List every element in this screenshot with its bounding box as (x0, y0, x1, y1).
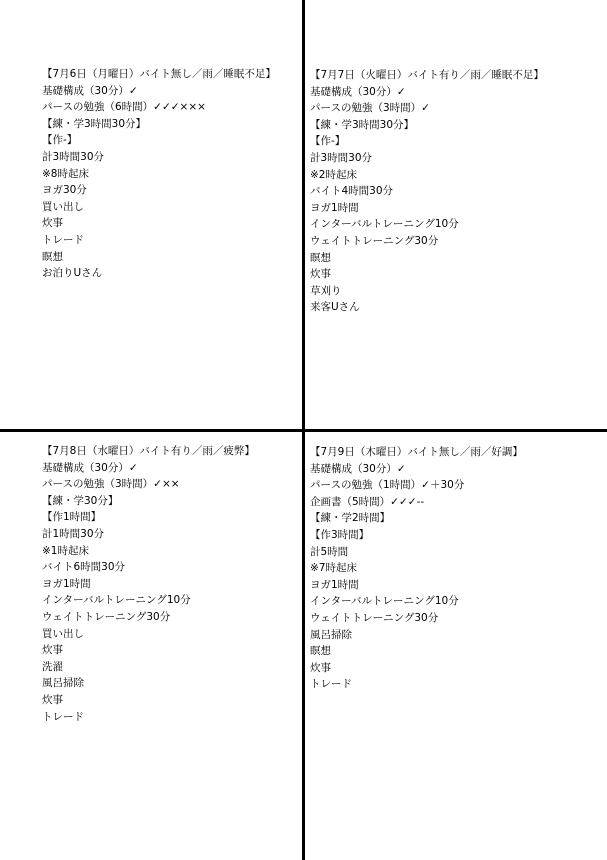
entry-line: バイト6時間30分 (42, 561, 126, 574)
entry-line: バイト4時間30分 (310, 185, 394, 198)
entry-line: パースの勉強（6時間）✓✓✓××× (42, 101, 206, 114)
entry-line: 草刈り (310, 284, 342, 297)
entry-line: 【作-】 (42, 134, 78, 147)
entry-line: 【練・学2時間】 (310, 512, 391, 525)
entry-line: お泊りUさん (42, 267, 103, 280)
entry-line: 【練・学3時間30分】 (42, 117, 147, 130)
entry-line: トレード (42, 233, 84, 246)
entry-line: 瞑想 (310, 645, 331, 658)
entry-line: ※2時起床 (310, 168, 357, 181)
entry-line: ヨガ1時間 (310, 201, 359, 214)
entry-line: ヨガ1時間 (42, 577, 91, 590)
entry-line: 炊事 (310, 268, 331, 281)
entry-line: 炊事 (310, 661, 331, 674)
entry-line: 【作1時間】 (42, 511, 102, 524)
panel-jul9 (310, 444, 580, 693)
entry-line: ウェイトトレーニング30分 (310, 234, 439, 247)
panel-jul6 (42, 66, 312, 282)
entry-line: 買い出し (42, 200, 84, 213)
entry-line: 買い出し (42, 627, 84, 640)
entry-line: ヨガ30分 (42, 184, 87, 197)
entry-line: 【練・学30分】 (42, 494, 119, 507)
entry-line: 【練・学3時間30分】 (310, 118, 415, 131)
entry-line: 風呂掃除 (42, 677, 84, 690)
entry-line: 炊事 (42, 644, 63, 657)
entry-line: 基礎構成（30分）✓ (310, 462, 406, 475)
day-heading: 【7月6日（月曜日）バイト無し／雨／睡眠不足】 (42, 68, 276, 80)
entry-line: ※1時起床 (42, 544, 89, 557)
entry-line: 計3時間30分 (310, 151, 373, 164)
entry-line: インターバルトレーニング10分 (310, 595, 459, 608)
entry-line: パースの勉強（3時間）✓×× (42, 478, 180, 491)
entry-line: パースの勉強（1時間）✓＋30分 (310, 479, 465, 492)
day-heading: 【7月7日（火曜日）バイト有り／雨／睡眠不足】 (310, 69, 544, 81)
panel-jul8 (42, 443, 312, 725)
entry-line: 計5時間 (310, 545, 349, 558)
entry-line: ウェイトトレーニング30分 (310, 611, 439, 624)
entry-line: 計3時間30分 (42, 150, 105, 163)
entry-line: 炊事 (42, 217, 63, 230)
day-heading: 【7月9日（木曜日）バイト無し／雨／好調】 (310, 446, 523, 458)
entry-line: インターバルトレーニング10分 (310, 218, 459, 231)
entry-line: 炊事 (42, 693, 63, 706)
entry-line: 計1時間30分 (42, 527, 105, 540)
entry-line: 【作-】 (310, 135, 346, 148)
entry-line: インターバルトレーニング10分 (42, 594, 191, 607)
panel-jul7 (310, 67, 580, 316)
horizontal-divider (0, 429, 607, 432)
entry-line: ※8時起床 (42, 167, 89, 180)
entry-line: ヨガ1時間 (310, 578, 359, 591)
entry-line: 洗濯 (42, 660, 63, 673)
entry-line: トレード (42, 710, 84, 723)
entry-line: 基礎構成（30分）✓ (310, 85, 406, 98)
entry-line: 企画書（5時間）✓✓✓-- (310, 495, 425, 508)
entry-line: ※7時起床 (310, 562, 357, 575)
entry-line: 基礎構成（30分）✓ (42, 84, 138, 97)
day-heading: 【7月8日（水曜日）バイト有り／雨／疲弊】 (42, 445, 255, 457)
entry-line: 瞑想 (42, 250, 63, 263)
entry-line: 【作3時間】 (310, 528, 370, 541)
entry-line: トレード (310, 678, 352, 691)
entry-line: 瞑想 (310, 251, 331, 264)
entry-line: ウェイトトレーニング30分 (42, 610, 171, 623)
entry-line: パースの勉強（3時間）✓ (310, 102, 430, 115)
entry-line: 基礎構成（30分）✓ (42, 461, 138, 474)
entry-line: 風呂掃除 (310, 628, 352, 641)
entry-line: 来客Uさん (310, 301, 360, 314)
